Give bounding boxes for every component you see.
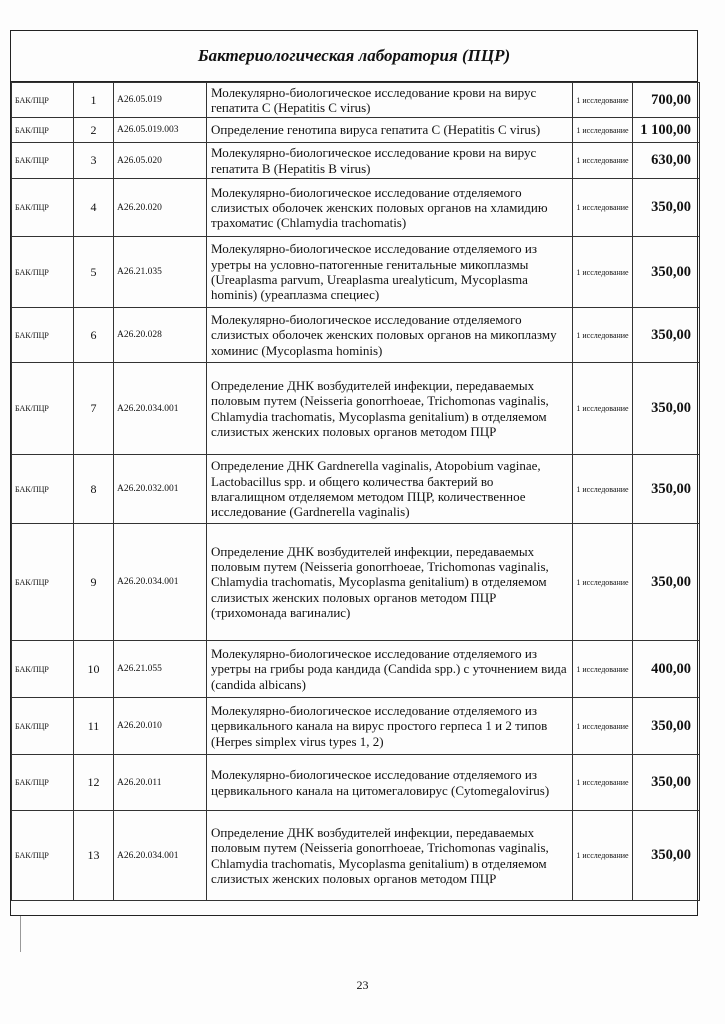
row-number-cell: 2 — [74, 118, 114, 143]
department-cell: БАК/ПЦР — [12, 524, 74, 641]
service-code-cell: A26.20.034.001 — [114, 811, 207, 901]
price-cell: 350,00 — [633, 308, 700, 363]
unit-cell: 1 исследование — [573, 308, 633, 363]
department-cell: БАК/ПЦР — [12, 698, 74, 755]
service-name-cell: Молекулярно-биологическое исследование отделяемого из уретры на грибы рода кандида (Candida spp.) с уточнением вида (candida albicans) — [207, 641, 573, 698]
service-code-cell: A26.21.055 — [114, 641, 207, 698]
service-name-cell: Определение генотипа вируса гепатита С (Hepatitis C virus) — [207, 118, 573, 143]
service-name-cell: Молекулярно-биологическое исследование отделяемого из цервикального канала на вирус простого герпеса 1 и 2 типов (Herpes simplex virus types 1, 2) — [207, 698, 573, 755]
table-row — [12, 308, 700, 363]
price-cell: 350,00 — [633, 524, 700, 641]
service-name-cell: Определение ДНК возбудителей инфекции, передаваемых половым путем (Neisseria gonorrhoeae, Trichomonas vaginalis, Chlamydia trachomatis, Mycoplasma genitalium) в отделяемом слизистых женских половых органов методом ПЦР — [207, 811, 573, 901]
table-row — [12, 143, 700, 179]
department-cell: БАК/ПЦР — [12, 641, 74, 698]
unit-cell: 1 исследование — [573, 143, 633, 179]
department-cell: БАК/ПЦР — [12, 179, 74, 237]
table-row — [12, 811, 700, 901]
table-row — [12, 698, 700, 755]
department-cell: БАК/ПЦР — [12, 118, 74, 143]
margin-line — [20, 916, 21, 952]
table-row — [12, 118, 700, 143]
row-number-cell: 8 — [74, 455, 114, 524]
service-code-cell: A26.20.011 — [114, 755, 207, 811]
table-row — [12, 755, 700, 811]
service-code-cell: A26.05.020 — [114, 143, 207, 179]
table-row — [12, 363, 700, 455]
price-cell: 350,00 — [633, 363, 700, 455]
row-number-cell: 1 — [74, 83, 114, 118]
service-code-cell: A26.05.019 — [114, 83, 207, 118]
price-cell: 400,00 — [633, 641, 700, 698]
price-cell: 350,00 — [633, 811, 700, 901]
table-row — [12, 524, 700, 641]
service-code-cell: A26.20.032.001 — [114, 455, 207, 524]
row-number-cell: 6 — [74, 308, 114, 363]
table-row — [12, 83, 700, 118]
row-number-cell: 3 — [74, 143, 114, 179]
price-table — [11, 82, 700, 901]
row-number-cell: 12 — [74, 755, 114, 811]
row-number-cell: 13 — [74, 811, 114, 901]
price-cell: 350,00 — [633, 237, 700, 308]
table-row — [12, 455, 700, 524]
service-name-cell: Молекулярно-биологическое исследование отделяемого из цервикального канала на цитомегаловирус (Cytomegalovirus) — [207, 755, 573, 811]
unit-cell: 1 исследование — [573, 237, 633, 308]
service-code-cell: A26.05.019.003 — [114, 118, 207, 143]
department-cell: БАК/ПЦР — [12, 755, 74, 811]
service-name-cell: Определение ДНК возбудителей инфекции, передаваемых половым путем (Neisseria gonorrhoeae, Trichomonas vaginalis, Chlamydia trachomatis, Mycoplasma genitalium) в отделяемом слизистых женских половых органов методом ПЦР (трихомонада вагиналис) — [207, 524, 573, 641]
department-cell: БАК/ПЦР — [12, 83, 74, 118]
department-cell: БАК/ПЦР — [12, 308, 74, 363]
service-code-cell: A26.20.028 — [114, 308, 207, 363]
service-code-cell: A26.21.035 — [114, 237, 207, 308]
unit-cell: 1 исследование — [573, 811, 633, 901]
price-cell: 350,00 — [633, 455, 700, 524]
row-number-cell: 10 — [74, 641, 114, 698]
row-number-cell: 4 — [74, 179, 114, 237]
department-cell: БАК/ПЦР — [12, 455, 74, 524]
unit-cell: 1 исследование — [573, 363, 633, 455]
table-row — [12, 641, 700, 698]
unit-cell: 1 исследование — [573, 524, 633, 641]
row-number-cell: 11 — [74, 698, 114, 755]
price-table-body — [12, 83, 700, 901]
unit-cell: 1 исследование — [573, 179, 633, 237]
service-name-cell: Определение ДНК возбудителей инфекции, передаваемых половым путем (Neisseria gonorrhoeae, Trichomonas vaginalis, Chlamydia trachomatis, Mycoplasma genitalium) в отделяемом слизистых женских половых органов методом ПЦР — [207, 363, 573, 455]
department-cell: БАК/ПЦР — [12, 811, 74, 901]
row-number-cell: 9 — [74, 524, 114, 641]
service-name-cell: Молекулярно-биологическое исследование отделяемого слизистых оболочек женских половых органов на микоплазму хоминис (Mycoplasma hominis) — [207, 308, 573, 363]
price-cell: 350,00 — [633, 698, 700, 755]
service-code-cell: A26.20.034.001 — [114, 524, 207, 641]
department-cell: БАК/ПЦР — [12, 143, 74, 179]
unit-cell: 1 исследование — [573, 83, 633, 118]
price-cell: 630,00 — [633, 143, 700, 179]
department-cell: БАК/ПЦР — [12, 363, 74, 455]
service-code-cell: A26.20.010 — [114, 698, 207, 755]
department-cell: БАК/ПЦР — [12, 237, 74, 308]
page-number: 23 — [356, 978, 369, 992]
service-name-cell: Определение ДНК Gardnerella vaginalis, Atopobium vaginae, Lactobacillus spp. и общего количества бактерий во влагалищном отделяемом методом ПЦР, количественное исследование (Gardnerella vaginalis) — [207, 455, 573, 524]
unit-cell: 1 исследование — [573, 455, 633, 524]
price-cell: 350,00 — [633, 755, 700, 811]
unit-cell: 1 исследование — [573, 698, 633, 755]
unit-cell: 1 исследование — [573, 755, 633, 811]
unit-cell: 1 исследование — [573, 641, 633, 698]
section-title: Бактериологическая лаборатория (ПЦР) — [11, 31, 697, 82]
service-name-cell: Молекулярно-биологическое исследование отделяемого слизистых оболочек женских половых органов на хламидию трахоматис (Chlamydia trachomatis) — [207, 179, 573, 237]
price-cell: 700,00 — [633, 83, 700, 118]
price-cell: 1 100,00 — [633, 118, 700, 143]
service-code-cell: A26.20.020 — [114, 179, 207, 237]
service-name-cell: Молекулярно-биологическое исследование отделяемого из уретры на условно-патогенные генитальные микоплазмы (Ureaplasma parvum, Ureaplasma urealyticum, Mycoplasma hominis) (уреаплазма специес) — [207, 237, 573, 308]
row-number-cell: 5 — [74, 237, 114, 308]
service-name-cell: Молекулярно-биологическое исследование крови на вирус гепатита С (Hepatitis C virus) — [207, 83, 573, 118]
service-name-cell: Молекулярно-биологическое исследование крови на вирус гепатита В (Hepatitis B virus) — [207, 143, 573, 179]
unit-cell: 1 исследование — [573, 118, 633, 143]
table-row — [12, 237, 700, 308]
price-cell: 350,00 — [633, 179, 700, 237]
row-number-cell: 7 — [74, 363, 114, 455]
service-code-cell: A26.20.034.001 — [114, 363, 207, 455]
price-list-sheet — [10, 30, 698, 916]
table-row — [12, 179, 700, 237]
